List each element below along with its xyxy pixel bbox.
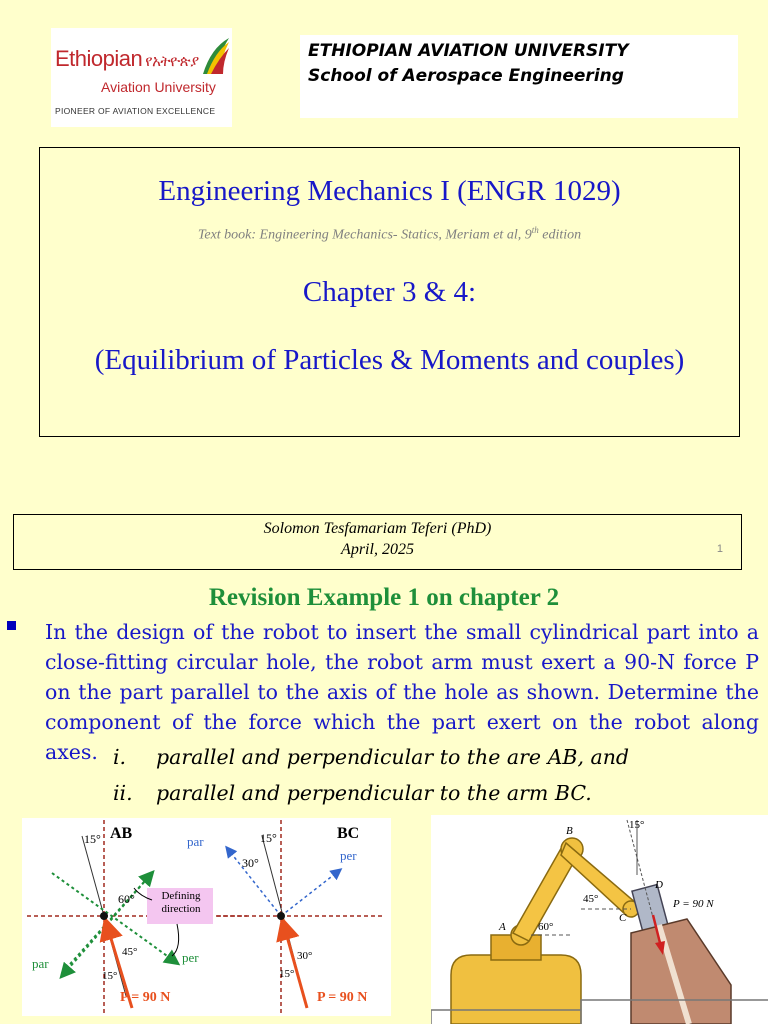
robot-base xyxy=(451,955,581,1024)
label-b: B xyxy=(566,825,573,837)
force-diagram-svg xyxy=(22,818,391,1016)
label-bc: BC xyxy=(337,825,360,842)
list-item: ii. parallel and perpendicular to the arm BC. xyxy=(113,781,592,805)
angle-60-label: 60° xyxy=(538,921,554,933)
label-c: C xyxy=(619,912,627,924)
angle-30-bc-label: 30° xyxy=(242,856,259,870)
robot-svg xyxy=(431,815,768,1024)
robot-arm-figure xyxy=(431,815,768,1024)
list-item: i. parallel and perpendicular to the are AB, and xyxy=(113,745,630,769)
label-ab: AB xyxy=(110,825,133,842)
angle-15-lower-label: 15° xyxy=(102,970,118,982)
chapter-title: Chapter 3 & 4: xyxy=(302,276,477,308)
title-block xyxy=(39,147,740,437)
angle-30-lower-label: 30° xyxy=(297,950,313,962)
course-title: Engineering Mechanics I (ENGR 1029) xyxy=(158,175,621,207)
presentation-date: April, 2025 xyxy=(341,541,414,558)
angle-15-label: 15° xyxy=(629,819,645,831)
angle-15-label: 15° xyxy=(84,832,101,846)
university-header xyxy=(300,35,738,118)
force-label: P = 90 N xyxy=(673,898,714,910)
angle-15-bc-label: 15° xyxy=(260,831,277,845)
force-label-bc: P = 90 N xyxy=(317,990,368,1005)
label-a: A xyxy=(499,921,506,933)
textbook-reference: Text book: Engineering Mechanics- Statics, Meriam et al, 9th edition xyxy=(197,225,582,243)
revision-title: Revision Example 1 on chapter 2 xyxy=(208,584,560,611)
per-axis-arrow xyxy=(281,870,340,916)
angle-15-bc-lower-label: 15° xyxy=(279,968,295,980)
angle-60-label: 60° xyxy=(118,892,135,906)
school-name: School of Aerospace Engineering xyxy=(308,66,624,86)
workpiece xyxy=(631,919,731,1024)
angle-45-label: 45° xyxy=(583,893,599,905)
force-arrow xyxy=(283,922,307,1008)
force-component-figure xyxy=(22,818,391,1016)
force-label-ab: P = 90 N xyxy=(120,990,171,1005)
problem-statement: In the design of the robot to insert the small cylindrical part into a close-fitting circular hole, the robot arm must exert a 90-N force P on the part parallel to the axis of the hole as shown. Determine the component of the force which the part exert on the robot along axes. xyxy=(45,620,759,764)
per-label-bc: per xyxy=(340,848,357,863)
par-label-lower: par xyxy=(32,956,49,971)
label-d: D xyxy=(655,879,663,891)
par-label-ab: par xyxy=(187,834,204,849)
author-name: Solomon Tesfamariam Teferi (PhD) xyxy=(263,520,492,537)
per-label-ab: per xyxy=(182,950,199,965)
university-name: ETHIOPIAN AVIATION UNIVERSITY xyxy=(308,41,629,61)
bc-diagram xyxy=(217,820,382,1014)
university-logo xyxy=(51,28,232,127)
logo-subtext: Aviation University xyxy=(101,79,216,95)
particle-point xyxy=(277,912,285,920)
particle-point xyxy=(100,912,108,920)
ab-diagram xyxy=(27,820,247,1014)
defining-direction-label: Defining direction xyxy=(161,890,201,915)
bullet-icon xyxy=(7,621,16,630)
chapter-subtitle: (Equilibrium of Particles & Moments and couples) xyxy=(94,344,685,376)
logo-wing-icon xyxy=(201,36,231,76)
logo-text: Ethiopian የአትዮጵያ xyxy=(55,46,199,71)
angle-45-label: 45° xyxy=(122,946,138,958)
author-block xyxy=(13,514,742,570)
slide-number: 1 xyxy=(716,543,723,555)
logo-tagline: PIONEER OF AVIATION EXCELLENCE xyxy=(55,106,216,116)
